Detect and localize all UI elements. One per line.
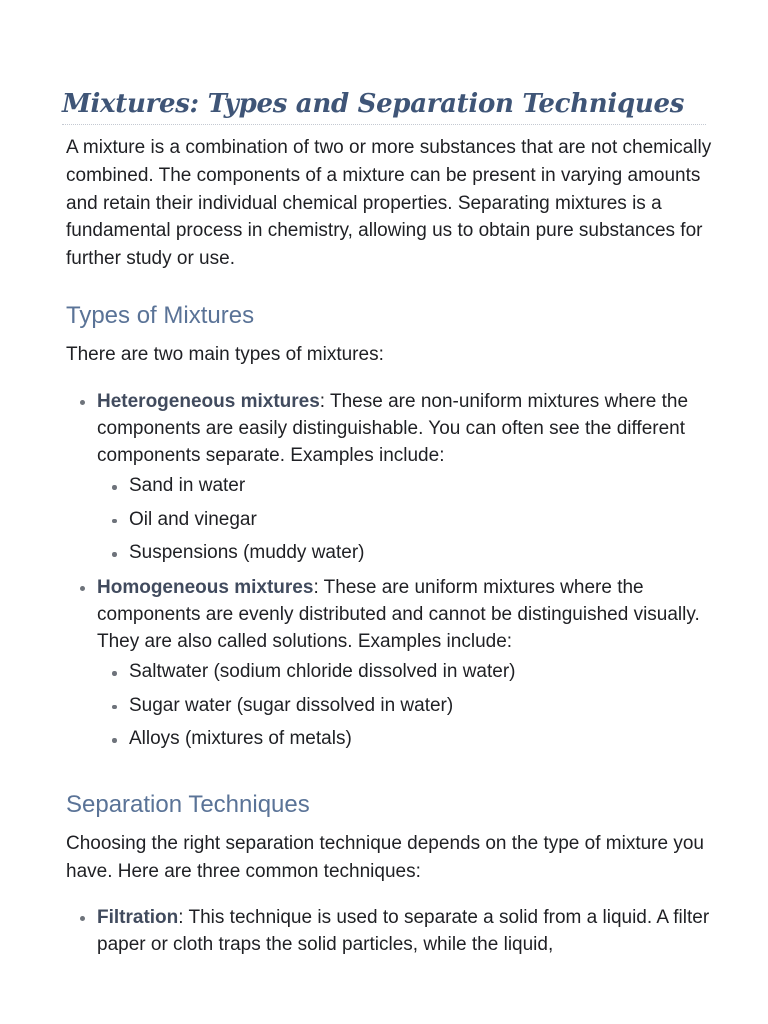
example-item: Sugar water (sugar dissolved in water) xyxy=(97,693,714,719)
description-filtration: : This technique is used to separate a solid from a liquid. A filter paper or cloth traps the solid particles, while the liquid, xyxy=(97,907,710,955)
separation-lead: Choosing the right separation technique depends on the type of mixture you have. Here are three common techniques: xyxy=(66,833,704,882)
homogeneous-examples xyxy=(97,659,714,752)
example-item: Oil and vinegar xyxy=(97,507,714,533)
separation-list xyxy=(74,904,714,958)
example-item: Suspensions (muddy water) xyxy=(97,540,714,566)
list-item-homogeneous xyxy=(74,574,714,752)
list-item-heterogeneous xyxy=(74,388,714,566)
description-homogeneous: : These are uniform mixtures where the components are evenly distributed and cannot be distinguished visually. They are also called solutions. Examples include: xyxy=(97,577,700,652)
example-item: Alloys (mixtures of metals) xyxy=(97,726,714,752)
example-item: Saltwater (sodium chloride dissolved in water) xyxy=(97,659,714,685)
term-homogeneous: Homogeneous mixtures xyxy=(97,577,314,598)
types-heading: Types of Mixtures xyxy=(66,302,255,329)
description-heterogeneous: : These are non-uniform mixtures where the components are easily distinguishable. You can often see the different components separate. Examples include: xyxy=(97,391,689,466)
term-filtration: Filtration xyxy=(97,907,179,928)
page-title: Mixtures: Types and Separation Techniques xyxy=(62,84,706,125)
example-item: Sand in water xyxy=(97,473,714,499)
types-lead: There are two main types of mixtures: xyxy=(66,344,384,365)
types-list xyxy=(74,388,714,760)
intro-paragraph: A mixture is a combination of two or more substances that are not chemically combined. The components of a mixture can be present in varying amounts and retain their individual chemical properties. Separating mixtures is a fundamental process in chemistry, allowing us to obtain pure substances for further study or use. xyxy=(66,137,712,270)
term-heterogeneous: Heterogeneous mixtures xyxy=(97,391,320,412)
list-item-filtration xyxy=(74,904,714,958)
heterogeneous-examples xyxy=(97,473,714,566)
separation-heading: Separation Techniques xyxy=(66,791,310,818)
